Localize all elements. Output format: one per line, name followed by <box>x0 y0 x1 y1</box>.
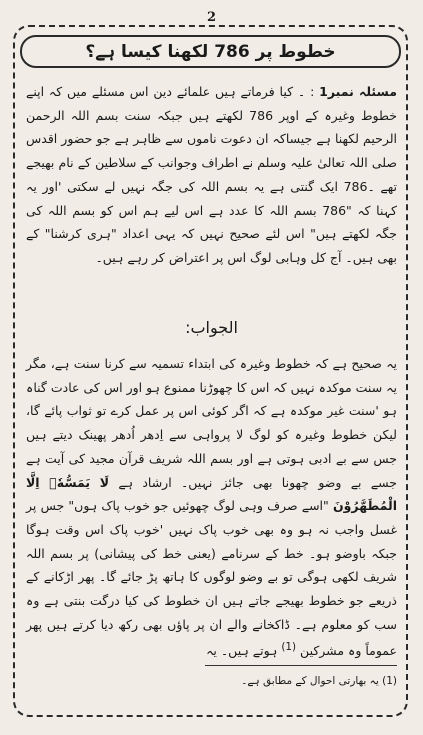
answer-paragraph <box>26 352 397 663</box>
answer-heading: الجواب: <box>185 318 238 337</box>
answer-text-part3: ہوتے ہیں۔ یہ <box>206 643 282 659</box>
question-paragraph <box>26 80 397 270</box>
footnote: (1) یہ بھارتی احوال کے مطابق ہے۔ <box>241 675 397 687</box>
footnote-divider <box>205 665 397 666</box>
title-box <box>20 35 401 68</box>
answer-text-part1: یہ صحیح ہے کہ خطوط وغیرہ کی ابتداء تسمیہ سے کرنا سنت ہے، مگر یہ سنت موکدہ نہیں کہ اس کا چھوڑنا ممنوع ہو اور اس کی عادت گناہ ہو 'سنت غیر موکدہ ہے کہ اگر کوئی اس پر عمل کرے تو ثواب پائے گا، لیکن خطوط وغیرہ کو لوگ لا پرواہی سے اِدھر اُدھر پھینک دیتے ہیں جس سے بے ادبی ہوتی ہے اور بسم اللہ شریف قرآن مجید کی آیت ہے جسے بے وضو چھونا بھی جائز نہیں۔ ارشاد ہے <box>26 356 397 490</box>
question-label: مسئلہ نمبر1 <box>319 84 397 99</box>
question-text: : ۔ کیا فرماتے ہیں علمائے دین اس مسئلے میں کہ اپنے خطوط وغیرہ کے اوپر 786 لکھتے ہیں جبکہ سنت بسم اللہ الرحمن الرحیم لکھنا ہے جیساکہ ان دعوت ناموں سے ظاہر ہے جو حضور اقدس صلی اللہ تعالیٰ علیہ وسلم نے اطراف وجوانب کے سلاطین کے نام بھیجے تھے ۔786 ایک گنتی ہے یہ بسم اللہ کی جگہ نہیں لے سکتی 'اور یہ کہنا کہ "786 بسم اللہ کا عدد ہے اس لیے ہم اس کو بسم اللہ کی جگہ لکھتے ہیں" اس لئے صحیح نہیں کہ یہی اعداد "ہری کرشنا" کے بھی ہیں۔ آج کل وہابی لوگ اس پر اعتراض کر رہے ہیں۔ <box>26 84 398 265</box>
page-title: خطوط پر 786 لکھنا کیسا ہے؟ <box>85 42 336 62</box>
footnote-ref: (1) <box>281 641 297 654</box>
page-number: 2 <box>206 10 217 25</box>
quran-verse: لَا يَمَسُّهٗۤ اِلَّا الْمُطَهَّرُوْنَ <box>26 474 397 514</box>
answer-text-part2: "اسے صرف وہی لوگ چھوئیں جو خوب پاک ہوں" جس پر غسل واجب نہ ہو وہ بھی خوب پاک نہیں 'خوب پاک اس وقت ہوگا جبکہ باوضو ہو۔ خط کے سرنامے (یعنی خط کی پیشانی) پر بسم اللہ شریف لکھی ہوگی تو بے وضو لوگوں کا ہاتھ پڑ جائے گا۔ پھر اڑکانے کے ذریعے جو خطوط بھیجے جاتے ہیں ان خطوط کی کیا درگت بنتی ہے وہ سب کو معلوم ہے۔ ڈاکخانے والے ان پر پاؤں بھی رکھ دیا کرتے ہیں پھر عموماً وہ مشرکین <box>26 498 397 659</box>
